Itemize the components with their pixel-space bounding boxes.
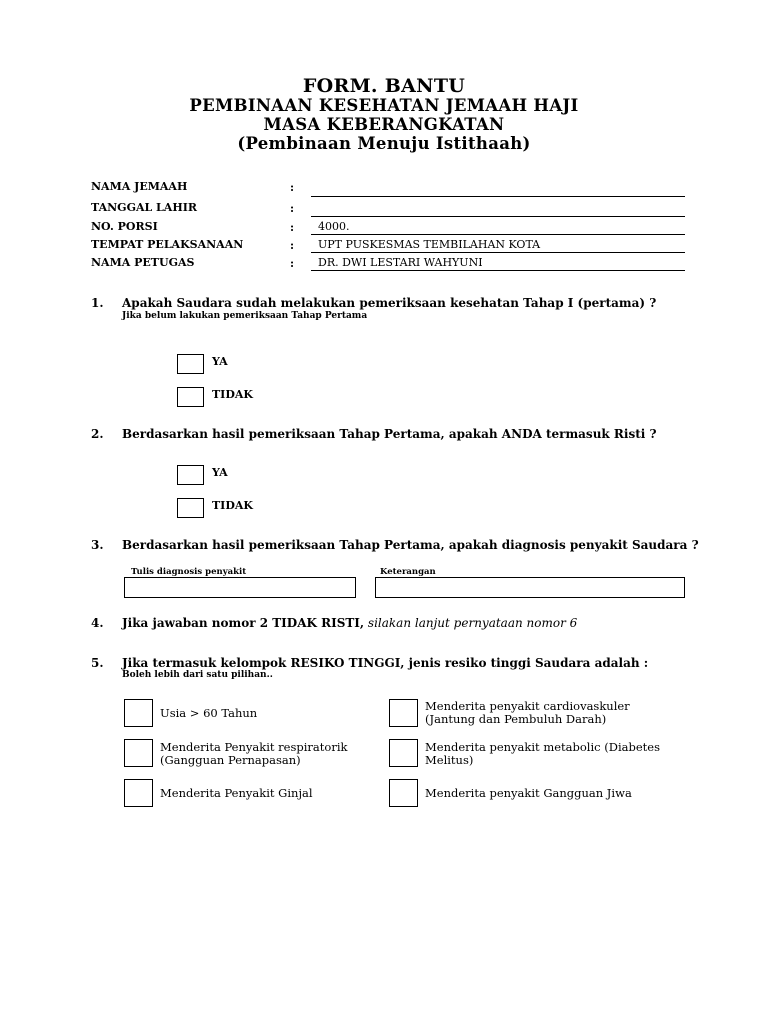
question-number: 5. [91, 656, 104, 670]
field-label-nama-petugas: NAMA PETUGAS [91, 256, 195, 269]
diagnosis-input[interactable] [124, 577, 356, 598]
option-label-gangguan-jiwa [425, 787, 632, 800]
option-label-line: Menderita Penyakit respiratorik [160, 740, 348, 754]
form-title: FORM. BANTU [302, 75, 466, 97]
checkbox-respiratorik[interactable] [124, 739, 153, 767]
field-colon: : [290, 257, 295, 270]
field-underline [311, 270, 685, 271]
field-colon: : [290, 239, 295, 252]
checkbox-metabolic[interactable] [389, 739, 418, 767]
option-label-line: (Jantung dan Pembuluh Darah) [425, 712, 607, 726]
question-note: Boleh lebih dari satu pilihan.. [122, 670, 273, 680]
keterangan-input-value [376, 583, 380, 596]
diagnosis-input-value [125, 583, 129, 596]
checkbox-ya[interactable] [177, 465, 204, 485]
field-value-nama-petugas[interactable]: DR. DWI LESTARI WAHYUNI [318, 256, 483, 269]
question-text: Jika termasuk kelompok RESIKO TINGGI, jenis resiko tinggi Saudara adalah : [122, 656, 649, 670]
option-label-line: Usia > 60 Tahun [160, 706, 258, 720]
option-label-usia [160, 707, 257, 720]
question-number: 1. [91, 296, 104, 310]
field-underline [311, 216, 685, 217]
checkbox-tidak[interactable] [177, 498, 204, 518]
question-text: Berdasarkan hasil pemeriksaan Tahap Pertama, apakah ANDA termasuk Risti ? [122, 427, 657, 441]
option-label-metabolic [425, 741, 660, 767]
field-colon: : [290, 181, 295, 194]
field-value-tempat-pelaksanaan[interactable]: UPT PUSKESMAS TEMBILAHAN KOTA [318, 238, 541, 251]
option-label-tidak: TIDAK [212, 499, 253, 512]
keterangan-input[interactable] [375, 577, 685, 598]
question-text-bold: Jika jawaban nomor 2 TIDAK RISTI, [122, 616, 365, 630]
field-label-nama-jemaah: NAMA JEMAAH [91, 180, 188, 193]
keterangan-field-label: Keterangan [380, 567, 436, 577]
question-number: 2. [91, 427, 104, 441]
option-label-ya: YA [212, 466, 228, 479]
option-label-cardiovaskuler [425, 700, 630, 726]
option-label-respiratorik [160, 741, 347, 767]
checkbox-usia[interactable] [124, 699, 153, 727]
field-label-no-porsi: NO. PORSI [91, 220, 158, 233]
form-subtitle-3: (Pembinaan Menuju Istithaah) [237, 134, 531, 153]
option-label-line: Menderita Penyakit Ginjal [160, 786, 313, 800]
field-label-tanggal-lahir: TANGGAL LAHIR [91, 201, 198, 214]
option-label-ginjal [160, 787, 313, 800]
field-value-no-porsi[interactable]: 4000. [318, 220, 350, 233]
question-text: Apakah Saudara sudah melakukan pemeriksaan kesehatan Tahap I (pertama) ? [122, 296, 657, 310]
checkbox-ginjal[interactable] [124, 779, 153, 807]
option-label-line: Melitus) [425, 753, 474, 767]
diagnosis-field-label: Tulis diagnosis penyakit [131, 567, 247, 577]
checkbox-tidak[interactable] [177, 387, 204, 407]
field-colon: : [290, 202, 295, 215]
question-text: Berdasarkan hasil pemeriksaan Tahap Pertama, apakah diagnosis penyakit Saudara ? [122, 538, 699, 552]
question-text-italic: silakan lanjut pernyataan nomor 6 [364, 616, 578, 630]
checkbox-ya[interactable] [177, 354, 204, 374]
field-colon: : [290, 221, 295, 234]
question-number: 4. [91, 616, 104, 630]
checkbox-cardiovaskuler[interactable] [389, 699, 418, 727]
question-text [122, 616, 577, 630]
field-underline [311, 234, 685, 235]
field-underline [311, 252, 685, 253]
option-label-line: (Gangguan Pernapasan) [160, 753, 301, 767]
form-subtitle-1: PEMBINAAN KESEHATAN JEMAAH HAJI [189, 96, 579, 115]
question-number: 3. [91, 538, 104, 552]
option-label-line: Menderita penyakit metabolic (Diabetes [425, 740, 660, 754]
option-label-line: Menderita penyakit Gangguan Jiwa [425, 786, 632, 800]
form-subtitle-2: MASA KEBERANGKATAN [263, 115, 505, 134]
field-underline [311, 196, 685, 197]
option-label-line: Menderita penyakit cardiovaskuler [425, 699, 630, 713]
option-label-ya: YA [212, 355, 228, 368]
question-note: Jika belum lakukan pemeriksaan Tahap Pertama [122, 311, 368, 321]
option-label-tidak: TIDAK [212, 388, 253, 401]
checkbox-gangguan-jiwa[interactable] [389, 779, 418, 807]
field-label-tempat-pelaksanaan: TEMPAT PELAKSANAAN [91, 238, 244, 251]
